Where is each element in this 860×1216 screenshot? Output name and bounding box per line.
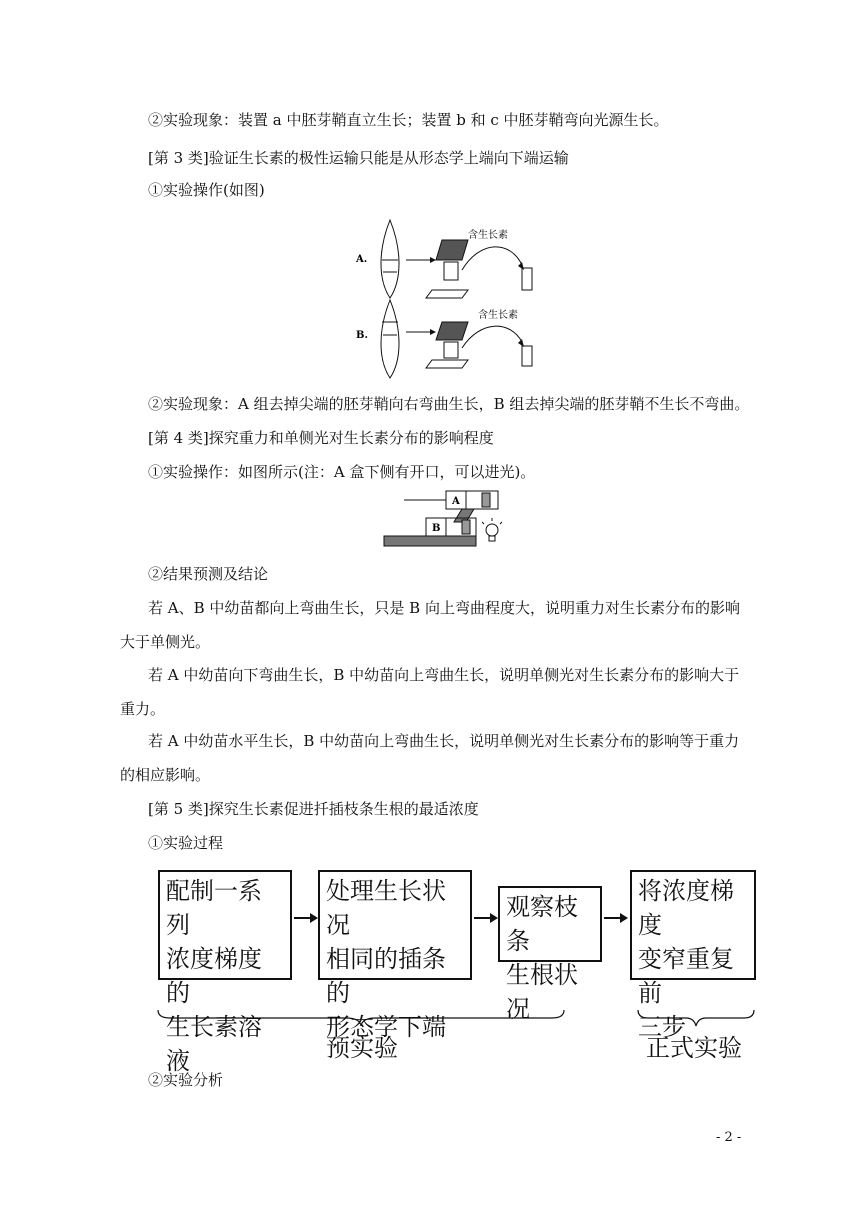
gravity-light-figure <box>382 488 512 552</box>
polar-transport-figure <box>350 210 550 380</box>
category-3-heading: [第 3 类]验证生长素的极性运输只能是从形态学上端向下端运输 <box>148 149 569 167</box>
box-b-label: B <box>432 523 441 534</box>
flow-step-1-line: 配制一系列 <box>166 877 262 939</box>
auxin-label-a: 含生长素 <box>468 230 508 241</box>
auxin-label-b: 含生长素 <box>478 310 518 321</box>
flow-step-2-line: 形态学下端 <box>326 1013 446 1041</box>
conclusion-1b: 大于单侧光。 <box>120 633 211 651</box>
flow-step-1-line: 生长素溶液 <box>166 1013 262 1075</box>
conclusion-2a: 若 A 中幼苗向下弯曲生长，B 中幼苗向上弯曲生长，说明单侧光对生长素分布的影响大于 <box>148 666 740 684</box>
figure-label-b: B. <box>356 330 368 341</box>
light-bulb-icon <box>486 524 498 536</box>
arrow-right-icon <box>474 910 498 926</box>
formal-experiment-label: 正式实验 <box>646 1034 742 1062</box>
flow-step-3-line: 生根状况 <box>506 961 578 1023</box>
category-5-heading: [第 5 类]探究生长素促进扦插枝条生根的最适浓度 <box>148 800 479 818</box>
arrow-right-icon <box>294 910 318 926</box>
flow-step-4-line: 将浓度梯度 <box>638 877 734 939</box>
experiment-phenomenon-line-2: ②实验现象：A 组去掉尖端的胚芽鞘向右弯曲生长，B 组去掉尖端的胚芽鞘不生长不弯曲。 <box>148 395 750 413</box>
flow-step-2-line: 相同的插条的 <box>326 945 446 1007</box>
category-4-heading: [第 4 类]探究重力和单侧光对生长素分布的影响程度 <box>148 429 494 447</box>
figure-label-a: A. <box>356 254 368 265</box>
conclusion-1a: 若 A、B 中幼苗都向上弯曲生长，只是 B 向上弯曲程度大，说明重力对生长素分布的影响 <box>148 599 740 617</box>
formal-experiment-brace <box>636 1008 756 1028</box>
experiment-process-line: ①实验过程 <box>148 834 224 852</box>
flow-step-2-line: 处理生长状况 <box>326 877 446 939</box>
pre-experiment-brace <box>156 1008 566 1028</box>
flow-step-4 <box>630 870 756 1041</box>
pre-experiment-label: 预实验 <box>326 1034 398 1062</box>
flow-step-3 <box>498 886 602 1023</box>
conclusion-2b: 重力。 <box>120 700 166 718</box>
experiment-analysis-line: ②实验分析 <box>148 1071 224 1089</box>
conclusion-3b: 的相应影响。 <box>120 766 211 784</box>
page-number: - 2 - <box>716 1130 742 1145</box>
experiment-operation-line: ①实验操作(如图) <box>148 181 265 199</box>
results-heading: ②结果预测及结论 <box>148 565 269 583</box>
flow-step-4-line: 变窄重复前 <box>638 945 734 1007</box>
flow-step-2 <box>318 870 472 1041</box>
flow-step-4-line: 三步 <box>638 1013 686 1041</box>
flow-step-1 <box>158 870 292 1075</box>
flow-step-1-line: 浓度梯度的 <box>166 945 262 1007</box>
flow-step-3-line: 观察枝条 <box>506 893 578 955</box>
conclusion-3a: 若 A 中幼苗水平生长，B 中幼苗向上弯曲生长，说明单侧光对生长素分布的影响等于重力 <box>148 732 740 750</box>
box-a-label: A <box>452 496 460 507</box>
experiment-phenomenon-line: ②实验现象：装置 a 中胚芽鞘直立生长；装置 b 和 c 中胚芽鞘弯向光源生长。 <box>148 111 669 129</box>
arrow-right-icon <box>604 910 628 926</box>
experiment-operation-line-2: ①实验操作：如图所示(注：A 盒下侧有开口，可以进光)。 <box>148 463 536 481</box>
